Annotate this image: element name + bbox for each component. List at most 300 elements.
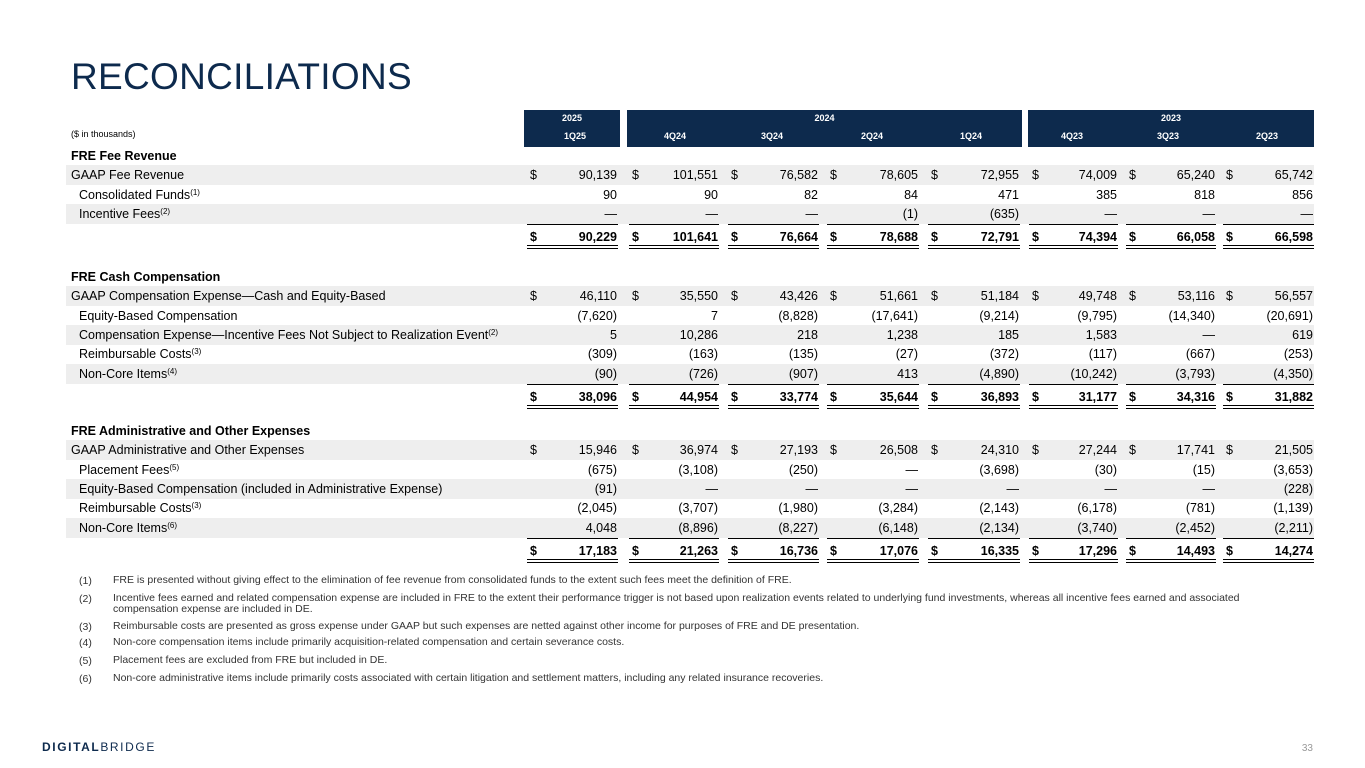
total-double-rule: [629, 405, 719, 409]
cell-value: 24,310: [980, 443, 1019, 458]
total-value: 31,177: [1078, 389, 1117, 404]
row-label: [79, 347, 201, 361]
footnote-text: Incentive fees earned and related compensation expense are included in FRE to the extent their performance trigger is not based upon realization events related to underlying fund investments, whereas all incentive fees earned and associated compensation expense are included in DE.: [113, 592, 1240, 615]
cell-value: 36,974: [679, 443, 718, 458]
dollar-sign: $: [1226, 543, 1233, 558]
total-value: 17,296: [1078, 543, 1117, 558]
cell-value: —: [905, 462, 918, 477]
page-number: 33: [1301, 743, 1313, 754]
dollar-sign: $: [632, 289, 639, 304]
table-row: [66, 344, 1314, 364]
footnote-text: Non-core administrative items include primarily costs associated with certain litigation and settlement matters, including any related insurance recoveries.: [113, 672, 824, 684]
dollar-sign: $: [1032, 289, 1039, 304]
cell-value: (15): [1192, 462, 1215, 477]
cell-value: 10,286: [679, 327, 718, 342]
cell-value: (3,793): [1175, 366, 1215, 381]
cell-value: 46,110: [579, 289, 617, 304]
footnote-number: (4): [79, 637, 92, 649]
cell-value: (1,139): [1273, 501, 1313, 516]
cell-value: (2,134): [979, 520, 1019, 535]
cell-value: (2,452): [1175, 520, 1215, 535]
dollar-sign: $: [731, 389, 738, 404]
total-double-rule: [527, 405, 618, 409]
footnote-number: (2): [79, 593, 92, 605]
total-double-rule: [1029, 405, 1118, 409]
cell-value: —: [1104, 206, 1117, 221]
row-label: [79, 207, 170, 221]
cell-value: (1,980): [778, 501, 818, 516]
subtotal-rule: [928, 224, 1020, 225]
table-row: [66, 185, 1314, 205]
quarter-header: 4Q24: [663, 131, 687, 141]
cell-value: (135): [788, 347, 818, 362]
cell-value: (726): [688, 366, 718, 381]
dollar-sign: $: [731, 230, 738, 245]
dollar-sign: $: [632, 443, 639, 458]
logo-part2: BRIDGE: [100, 740, 156, 754]
cell-value: —: [1202, 481, 1215, 496]
total-row: [66, 541, 1314, 561]
cell-value: 51,661: [879, 289, 918, 304]
dollar-sign: $: [1129, 543, 1136, 558]
dollar-sign: $: [830, 389, 837, 404]
cell-value: 82: [804, 187, 818, 202]
cell-value: 27,193: [779, 443, 818, 458]
cell-value: 90: [603, 187, 617, 202]
cell-value: 53,116: [1177, 289, 1215, 304]
cell-value: —: [1006, 481, 1019, 496]
cell-value: (3,108): [678, 462, 718, 477]
cell-value: (4,890): [979, 366, 1019, 381]
cell-value: —: [705, 481, 718, 496]
total-double-rule: [928, 559, 1020, 563]
dollar-sign: $: [1226, 389, 1233, 404]
cell-value: (8,896): [678, 520, 718, 535]
cell-value: 619: [1292, 327, 1313, 342]
total-value: 76,664: [779, 230, 818, 245]
table-row: [66, 204, 1314, 224]
dollar-sign: $: [530, 543, 537, 558]
cell-value: (17,641): [871, 308, 918, 323]
table-row: [66, 498, 1314, 518]
cell-value: (10,242): [1070, 366, 1117, 381]
cell-value: (2,045): [577, 501, 617, 516]
year-2025: 2025: [561, 113, 583, 123]
cell-value: 471: [998, 187, 1019, 202]
row-label-text: Consolidated Funds: [79, 187, 191, 202]
row-label-text: Equity-Based Compensation (included in Administrative Expense): [79, 481, 443, 496]
cell-value: (635): [989, 206, 1019, 221]
cell-value: 26,508: [879, 443, 918, 458]
total-double-rule: [827, 245, 919, 249]
row-label-text: GAAP Compensation Expense—Cash and Equity-Based: [71, 289, 386, 304]
table-row: [66, 165, 1314, 185]
table-row: [66, 325, 1314, 345]
subtotal-rule: [728, 538, 819, 539]
cell-value: 185: [998, 327, 1019, 342]
cell-value: (2,211): [1274, 520, 1313, 535]
total-value: 74,394: [1078, 230, 1117, 245]
total-value: 90,229: [578, 230, 617, 245]
total-double-rule: [1029, 245, 1118, 249]
cell-value: 76,582: [779, 168, 818, 183]
cell-value: 51,184: [980, 289, 1019, 304]
total-double-rule: [728, 559, 819, 563]
total-double-rule: [827, 405, 919, 409]
cell-value: —: [1202, 327, 1215, 342]
cell-value: —: [1104, 481, 1117, 496]
dollar-sign: $: [931, 389, 938, 404]
dollar-sign: $: [931, 543, 938, 558]
total-double-rule: [527, 559, 618, 563]
subtotal-rule: [1223, 224, 1314, 225]
section-heading-label: FRE Administrative and Other Expenses: [71, 424, 311, 438]
row-label: [71, 443, 304, 457]
subtotal-rule: [827, 384, 919, 385]
subtotal-rule: [527, 384, 618, 385]
total-double-rule: [1126, 405, 1216, 409]
row-label-text: Compensation Expense—Incentive Fees Not Subject to Realization Event: [79, 327, 489, 342]
table-row: [66, 306, 1314, 326]
quarter-header: 2Q23: [1255, 131, 1279, 141]
total-double-rule: [1223, 559, 1314, 563]
total-double-rule: [1126, 245, 1216, 249]
cell-value: (9,795): [1077, 308, 1117, 323]
table-row: [66, 518, 1314, 538]
subtotal-rule: [827, 224, 919, 225]
total-row: [66, 227, 1314, 247]
dollar-sign: $: [931, 289, 938, 304]
cell-value: (228): [1283, 481, 1313, 496]
total-value: 78,688: [879, 230, 918, 245]
cell-value: 413: [897, 366, 918, 381]
dollar-sign: $: [1129, 289, 1136, 304]
total-double-rule: [1223, 245, 1314, 249]
subtotal-rule: [928, 384, 1020, 385]
row-label: [79, 482, 442, 496]
dollar-sign: $: [1129, 230, 1136, 245]
cell-value: 56,557: [1274, 289, 1313, 304]
footnote-number: (1): [79, 575, 92, 587]
cell-value: (675): [587, 462, 617, 477]
total-value: 44,954: [679, 389, 718, 404]
cell-value: 15,946: [578, 443, 617, 458]
row-label-text: Non-Core Items: [79, 366, 168, 381]
dollar-sign: $: [1032, 443, 1039, 458]
total-double-rule: [728, 405, 819, 409]
subtotal-rule: [1223, 538, 1314, 539]
cell-value: (8,828): [778, 308, 818, 323]
dollar-sign: $: [731, 168, 738, 183]
cell-value: —: [1300, 206, 1313, 221]
cell-value: 1,583: [1085, 327, 1117, 342]
dollar-sign: $: [830, 168, 837, 183]
row-label: [71, 168, 184, 182]
cell-value: 49,748: [1078, 289, 1117, 304]
subtotal-rule: [1029, 224, 1118, 225]
total-value: 72,791: [980, 230, 1019, 245]
section-heading-label: FRE Cash Compensation: [71, 270, 221, 284]
cell-value: 818: [1194, 187, 1215, 202]
dollar-sign: $: [530, 168, 537, 183]
footnote-ref: (3): [191, 347, 202, 357]
dollar-sign: $: [530, 230, 537, 245]
cell-value: (667): [1185, 347, 1215, 362]
cell-value: 385: [1096, 187, 1117, 202]
dollar-sign: $: [1226, 230, 1233, 245]
cell-value: 90,139: [578, 168, 617, 183]
total-value: 21,263: [679, 543, 718, 558]
row-label: [79, 521, 177, 535]
row-label: [71, 289, 386, 303]
subtotal-rule: [728, 384, 819, 385]
cell-value: 218: [797, 327, 818, 342]
cell-value: (7,620): [577, 308, 617, 323]
subtotal-rule: [527, 538, 618, 539]
cell-value: (907): [788, 366, 818, 381]
dollar-sign: $: [731, 289, 738, 304]
row-label-text: Incentive Fees: [79, 206, 161, 221]
row-label: [79, 501, 201, 515]
footnote-text: FRE is presented without giving effect to the elimination of fee revenue from consolidated funds to the extent such fees meet the definition of FRE.: [113, 574, 792, 586]
cell-value: (3,284): [878, 501, 918, 516]
cell-value: 72,955: [980, 168, 1019, 183]
dollar-sign: $: [830, 543, 837, 558]
dollar-sign: $: [530, 389, 537, 404]
total-value: 17,183: [578, 543, 617, 558]
cell-value: 78,605: [879, 168, 918, 183]
dollar-sign: $: [931, 443, 938, 458]
footnote-ref: (1): [190, 187, 200, 197]
table-row: [66, 440, 1314, 460]
row-label-text: Reimbursable Costs: [79, 347, 192, 362]
dollar-sign: $: [1226, 289, 1233, 304]
cell-value: 101,551: [672, 168, 718, 183]
total-double-rule: [728, 245, 819, 249]
subtotal-rule: [827, 538, 919, 539]
row-label: [79, 328, 498, 342]
cell-value: 5: [610, 327, 617, 342]
footnote-ref: (3): [191, 501, 202, 511]
digitalbridge-logo: [42, 740, 156, 754]
cell-value: (6,148): [878, 520, 918, 535]
dollar-sign: $: [632, 168, 639, 183]
cell-value: 21,505: [1274, 443, 1313, 458]
cell-value: (3,707): [678, 501, 718, 516]
total-value: 66,598: [1274, 230, 1313, 245]
total-value: 14,274: [1274, 543, 1313, 558]
subtotal-rule: [629, 538, 719, 539]
dollar-sign: $: [530, 289, 537, 304]
quarter-header: 2Q24: [860, 131, 884, 141]
section-heading: [66, 267, 1314, 287]
row-label-text: Reimbursable Costs: [79, 501, 192, 516]
footnote-ref: (2): [160, 206, 171, 216]
total-value: 16,736: [779, 543, 818, 558]
footnote-text: Non-core compensation items include primarily acquisition-related compensation and certain severance costs.: [113, 636, 625, 648]
subtotal-rule: [1126, 538, 1216, 539]
year-2023: 2023: [1160, 113, 1182, 123]
row-label: [79, 463, 179, 477]
row-label: [79, 367, 177, 381]
row-label: [79, 188, 200, 202]
cell-value: 4,048: [585, 520, 617, 535]
footnote-text: Placement fees are excluded from FRE but included in DE.: [113, 654, 388, 666]
cell-value: (3,698): [979, 462, 1019, 477]
footnote-ref: (2): [488, 327, 499, 337]
cell-value: 1,238: [886, 327, 918, 342]
total-double-rule: [827, 559, 919, 563]
total-value: 35,644: [879, 389, 918, 404]
cell-value: (27): [895, 347, 918, 362]
cell-value: 74,009: [1078, 168, 1117, 183]
cell-value: (117): [1088, 347, 1117, 362]
quarter-header: 3Q24: [760, 131, 784, 141]
subtotal-rule: [1029, 538, 1118, 539]
total-double-rule: [1223, 405, 1314, 409]
row-label-text: GAAP Fee Revenue: [71, 168, 185, 183]
total-double-rule: [629, 245, 719, 249]
cell-value: 65,240: [1176, 168, 1215, 183]
total-double-rule: [928, 405, 1020, 409]
total-value: 31,882: [1274, 389, 1313, 404]
cell-value: —: [805, 206, 818, 221]
subtotal-rule: [1223, 384, 1314, 385]
dollar-sign: $: [1129, 168, 1136, 183]
dollar-sign: $: [632, 543, 639, 558]
cell-value: (14,340): [1168, 308, 1215, 323]
dollar-sign: $: [1032, 389, 1039, 404]
subtotal-rule: [527, 224, 618, 225]
year-2024: 2024: [814, 113, 835, 123]
table-row: [66, 479, 1314, 499]
logo-part1: DIGITAL: [42, 740, 101, 754]
quarter-header: 4Q23: [1060, 131, 1084, 141]
cell-value: (8,227): [778, 520, 818, 535]
cell-value: 84: [904, 187, 918, 202]
page-title: RECONCILIATIONS: [71, 56, 412, 97]
cell-value: (4,350): [1273, 366, 1313, 381]
footnote-number: (3): [79, 621, 92, 633]
subtotal-rule: [728, 224, 819, 225]
dollar-sign: $: [1129, 389, 1136, 404]
cell-value: (20,691): [1266, 308, 1313, 323]
dollar-sign: $: [931, 168, 938, 183]
row-label-text: GAAP Administrative and Other Expenses: [71, 443, 305, 458]
cell-value: (781): [1185, 501, 1215, 516]
row-label: [79, 309, 237, 323]
subtotal-rule: [1126, 384, 1216, 385]
cell-value: 27,244: [1078, 443, 1117, 458]
dollar-sign: $: [1032, 230, 1039, 245]
cell-value: 43,426: [779, 289, 818, 304]
dollar-sign: $: [1129, 443, 1136, 458]
quarter-header: 1Q25: [563, 131, 587, 141]
section-heading: [66, 146, 1314, 166]
dollar-sign: $: [731, 543, 738, 558]
cell-value: 7: [711, 308, 718, 323]
section-heading-label: FRE Fee Revenue: [71, 149, 177, 163]
cell-value: —: [604, 206, 617, 221]
cell-value: (309): [587, 347, 617, 362]
cell-value: 17,741: [1176, 443, 1215, 458]
cell-value: 65,742: [1274, 168, 1313, 183]
cell-value: (30): [1094, 462, 1117, 477]
dollar-sign: $: [1226, 168, 1233, 183]
units-label: ($ in thousands): [71, 129, 136, 139]
dollar-sign: $: [530, 443, 537, 458]
subtotal-rule: [1029, 384, 1118, 385]
total-double-rule: [1029, 559, 1118, 563]
cell-value: (9,214): [979, 308, 1019, 323]
dollar-sign: $: [632, 230, 639, 245]
footnote-number: (5): [79, 655, 92, 667]
dollar-sign: $: [1032, 543, 1039, 558]
quarter-header: 3Q23: [1156, 131, 1180, 141]
cell-value: 35,550: [679, 289, 718, 304]
footnote-number: (6): [79, 673, 92, 685]
dollar-sign: $: [731, 443, 738, 458]
cell-value: (253): [1283, 347, 1313, 362]
subtotal-rule: [629, 224, 719, 225]
cell-value: (90): [594, 366, 617, 381]
total-value: 33,774: [779, 389, 818, 404]
cell-value: (91): [594, 481, 617, 496]
cell-value: (250): [788, 462, 818, 477]
footnote-ref: (6): [167, 520, 178, 530]
cell-value: (372): [989, 347, 1019, 362]
cell-value: (3,653): [1273, 462, 1313, 477]
subtotal-rule: [928, 538, 1020, 539]
row-label-text: Equity-Based Compensation: [79, 308, 238, 323]
footnote-ref: (4): [167, 366, 178, 376]
cell-value: —: [805, 481, 818, 496]
total-double-rule: [629, 559, 719, 563]
subtotal-rule: [1126, 224, 1216, 225]
total-value: 38,096: [578, 389, 617, 404]
dollar-sign: $: [1226, 443, 1233, 458]
cell-value: (3,740): [1077, 520, 1117, 535]
cell-value: —: [1202, 206, 1215, 221]
dollar-sign: $: [830, 289, 837, 304]
cell-value: —: [905, 481, 918, 496]
total-value: 17,076: [879, 543, 918, 558]
cell-value: —: [705, 206, 718, 221]
cell-value: (163): [688, 347, 718, 362]
row-label-text: Placement Fees: [79, 462, 170, 477]
cell-value: 856: [1292, 187, 1313, 202]
total-double-rule: [928, 245, 1020, 249]
total-value: 16,335: [980, 543, 1019, 558]
cell-value: 90: [704, 187, 718, 202]
row-label-text: Non-Core Items: [79, 520, 168, 535]
total-value: 34,316: [1176, 389, 1215, 404]
total-value: 101,641: [672, 230, 718, 245]
total-double-rule: [1126, 559, 1216, 563]
dollar-sign: $: [632, 389, 639, 404]
cell-value: (1): [902, 206, 918, 221]
dollar-sign: $: [931, 230, 938, 245]
subtotal-rule: [629, 384, 719, 385]
cell-value: (6,178): [1077, 501, 1117, 516]
dollar-sign: $: [1032, 168, 1039, 183]
dollar-sign: $: [830, 443, 837, 458]
total-value: 14,493: [1176, 543, 1215, 558]
total-double-rule: [527, 245, 618, 249]
cell-value: (2,143): [979, 501, 1019, 516]
table-row: [66, 364, 1314, 384]
footnote-ref: (5): [169, 462, 180, 472]
